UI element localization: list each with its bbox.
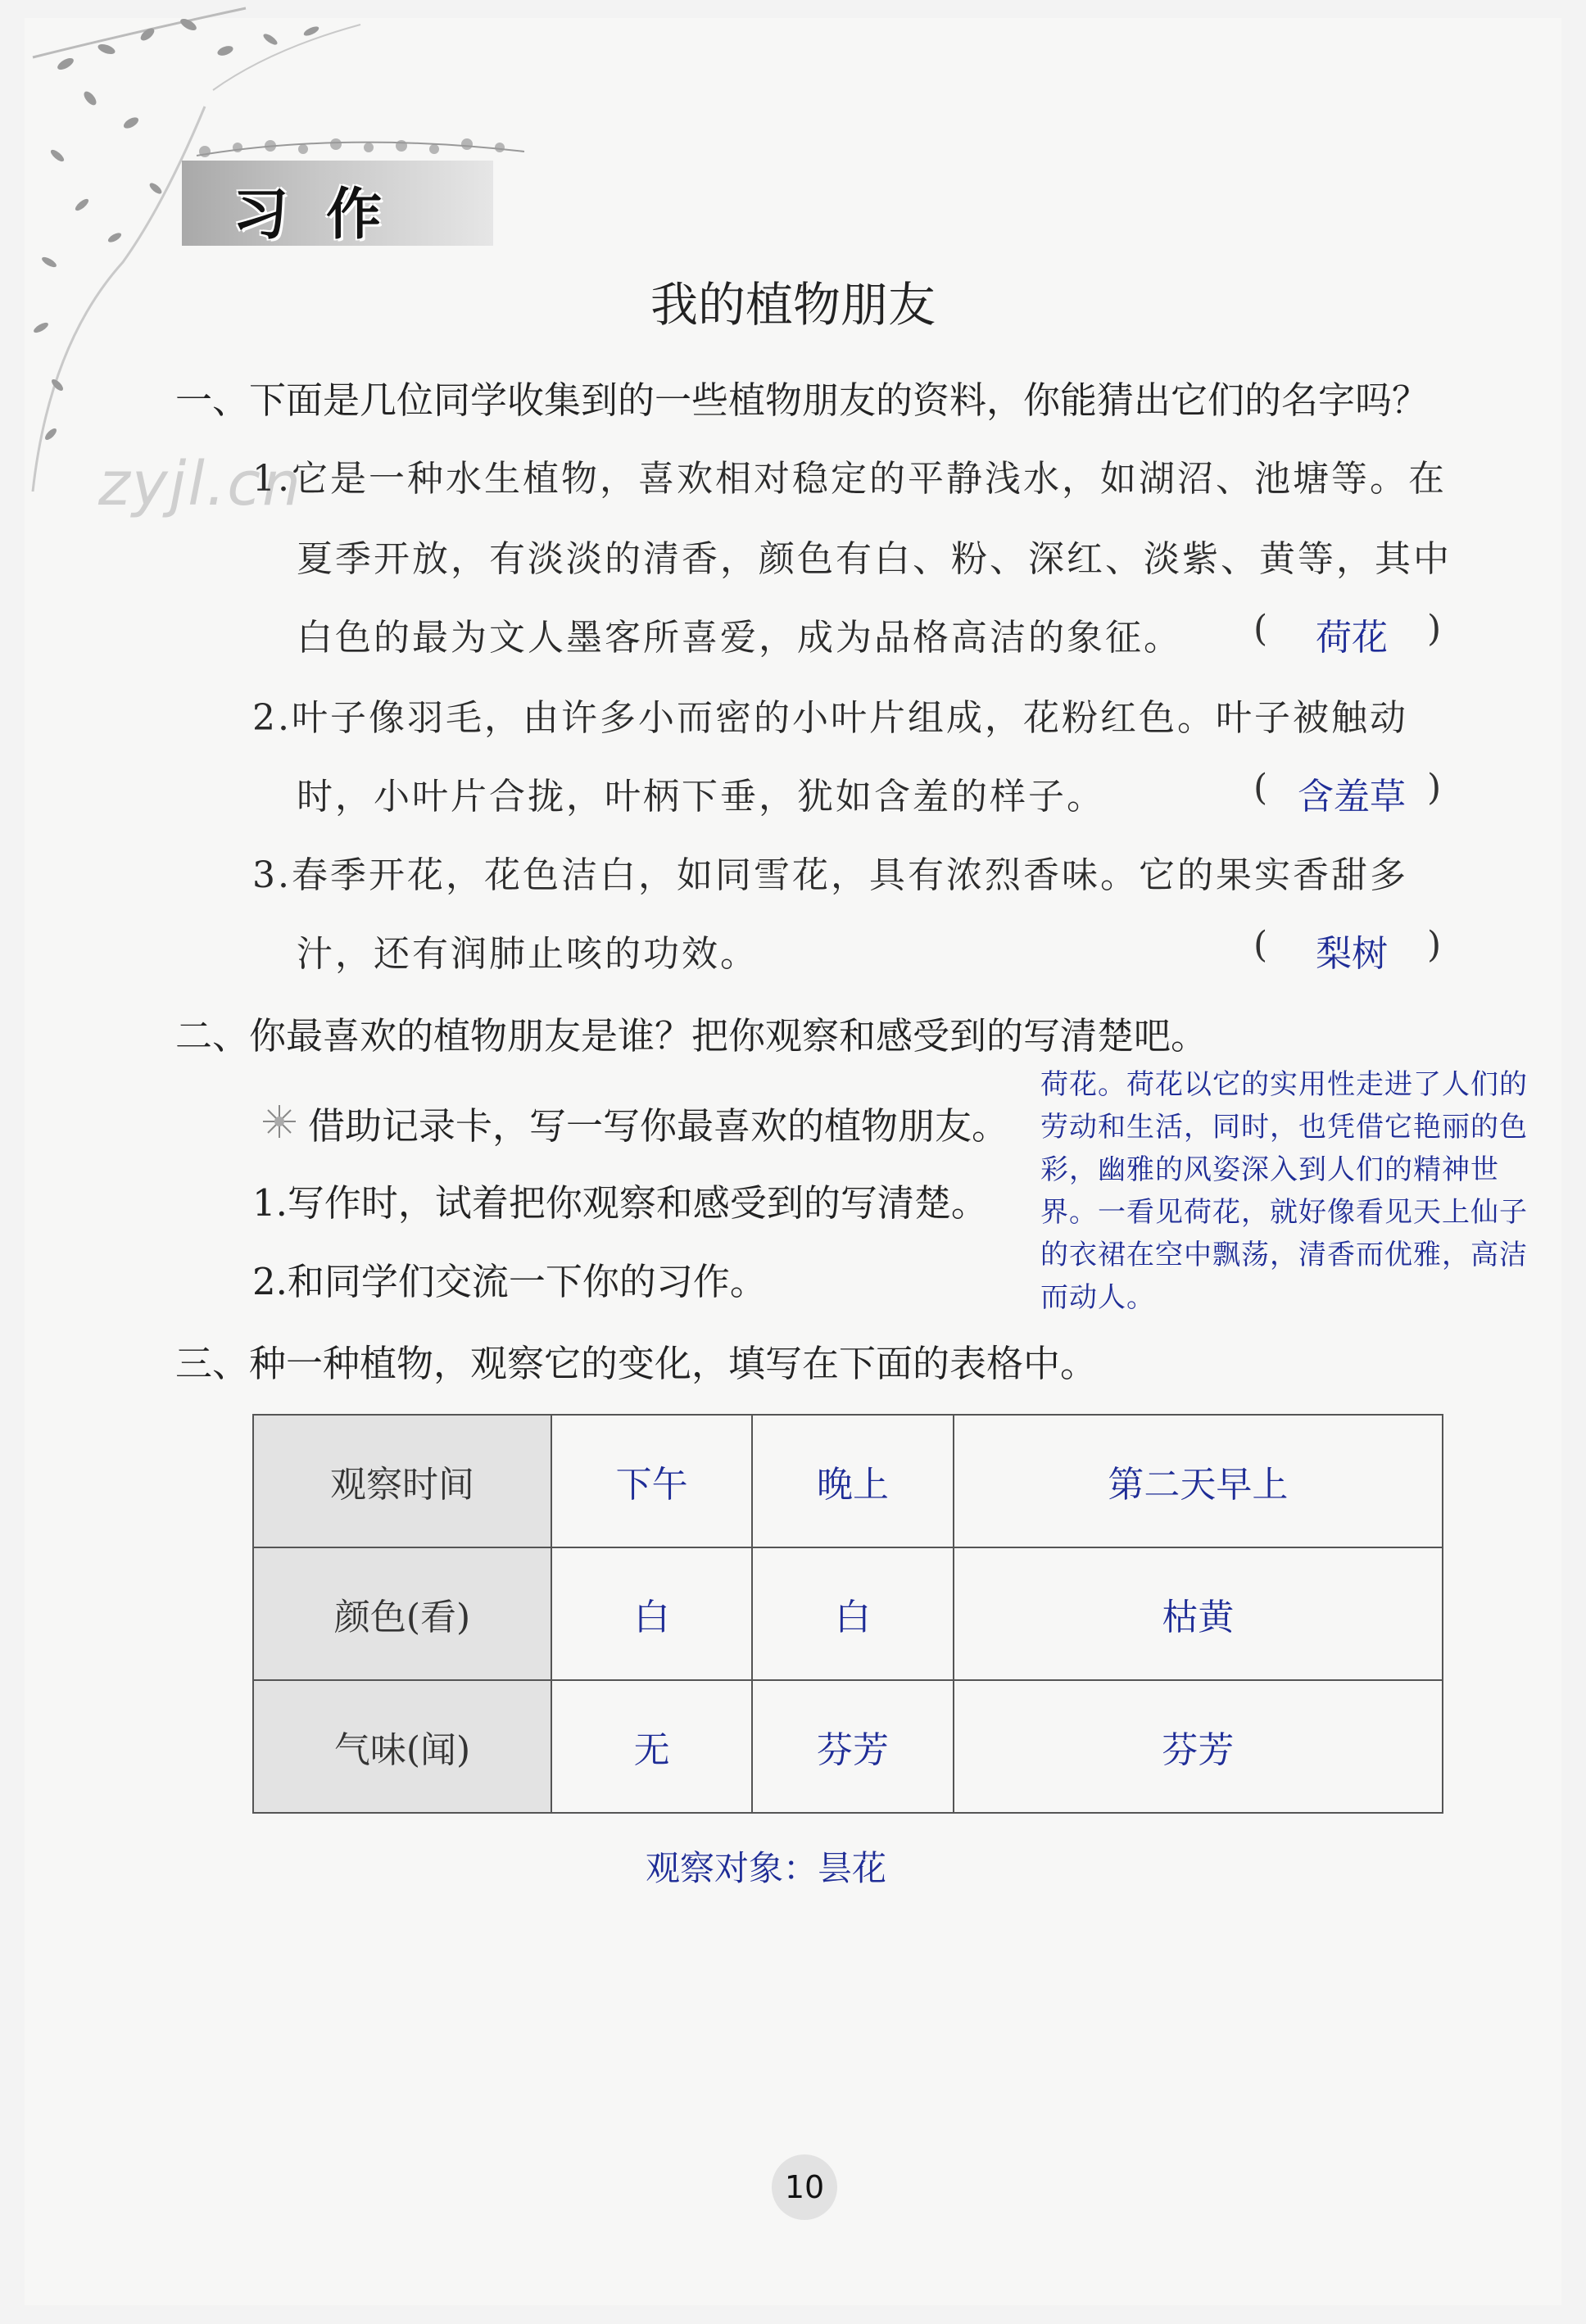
item2-line2: 时，小叶片合拢，叶柄下垂，犹如含羞的样子。: [297, 776, 1105, 818]
handwritten-answer: 荷花。荷花以它的实用性走进了人们的劳动和生活，同时，也凭借它艳丽的色彩，幽雅的风姿深入到人们的精神世界。一看见荷花，就好像看见天上仙子的衣裙在空中飘荡，清香而优雅，高洁而动人。: [1040, 1068, 1528, 1314]
row-header: 观察时间: [253, 1415, 551, 1547]
section2-question: 二、你最喜欢的植物朋友是谁？把你观察和感受到的写清楚吧。: [175, 1014, 1208, 1058]
item1-line3: 白色的最为文人墨客所喜爱，成为品格高洁的象征。: [297, 617, 1182, 659]
observation-table: [252, 1414, 1443, 1814]
row-header: 气味(闻): [253, 1680, 551, 1813]
item2-paren-open: (: [1253, 767, 1268, 809]
table-cell: 白: [752, 1547, 953, 1680]
table-row: [253, 1680, 1443, 1813]
table-cell: 枯黄: [954, 1547, 1443, 1680]
table-cell: 无: [551, 1680, 752, 1813]
row-header: 颜色(看): [253, 1547, 551, 1680]
section2-tip: 借助记录卡，写一写你最喜欢的植物朋友。: [308, 1104, 1009, 1148]
page-number: 10: [772, 2154, 837, 2220]
item2-paren-close: ): [1427, 767, 1442, 809]
table-cell: 下午: [551, 1415, 752, 1547]
banner-title: 习作: [233, 182, 420, 247]
item3-line2: 汁，还有润肺止咳的功效。: [297, 933, 759, 975]
item1-paren-open: (: [1253, 608, 1268, 650]
item3-paren-close: ): [1427, 924, 1442, 966]
table-cell: 芬芳: [752, 1680, 953, 1813]
table-row: [253, 1547, 1443, 1680]
item1-answer: 荷花: [1316, 617, 1388, 659]
section1-question: 一、下面是几位同学收集到的一些植物朋友的资料，你能猜出它们的名字吗？: [175, 378, 1430, 422]
watermark: zyjl.cn: [98, 449, 302, 519]
table-cell: 第二天早上: [954, 1415, 1443, 1547]
table-cell: 白: [551, 1547, 752, 1680]
item2-line1: 2.叶子像羽毛，由许多小而密的小叶片组成，花粉红色。叶子被触动: [252, 697, 1408, 739]
item1-line2: 夏季开放，有淡淡的清香，颜色有白、粉、深红、淡紫、黄等，其中: [297, 538, 1452, 580]
observation-subject: 观察对象：昙花: [645, 1848, 886, 1888]
section2-point1: 1.写作时，试着把你观察和感受到的写清楚。: [252, 1181, 988, 1225]
table-cell: 芬芳: [954, 1680, 1443, 1813]
item3-paren-open: (: [1253, 924, 1268, 966]
item3-answer: 梨树: [1316, 933, 1388, 975]
section3-question: 三、种一种植物，观察它的变化，填写在下面的表格中。: [175, 1342, 1098, 1385]
table-cell: 晚上: [752, 1415, 953, 1547]
item1-line1: 1.它是一种水生植物，喜欢相对稳定的平静浅水，如湖沼、池塘等。在: [252, 458, 1447, 500]
item1-paren-close: ): [1427, 608, 1442, 650]
item2-answer: 含羞草: [1298, 776, 1406, 818]
item3-line1: 3.春季开花，花色洁白，如同雪花，具有浓烈香味。它的果实香甜多: [252, 854, 1408, 896]
section2-point2: 2.和同学们交流一下你的习作。: [252, 1260, 767, 1303]
page-title: 我的植物朋友: [650, 277, 936, 333]
flower-icon: [259, 1101, 300, 1142]
table-row: [253, 1415, 1443, 1547]
